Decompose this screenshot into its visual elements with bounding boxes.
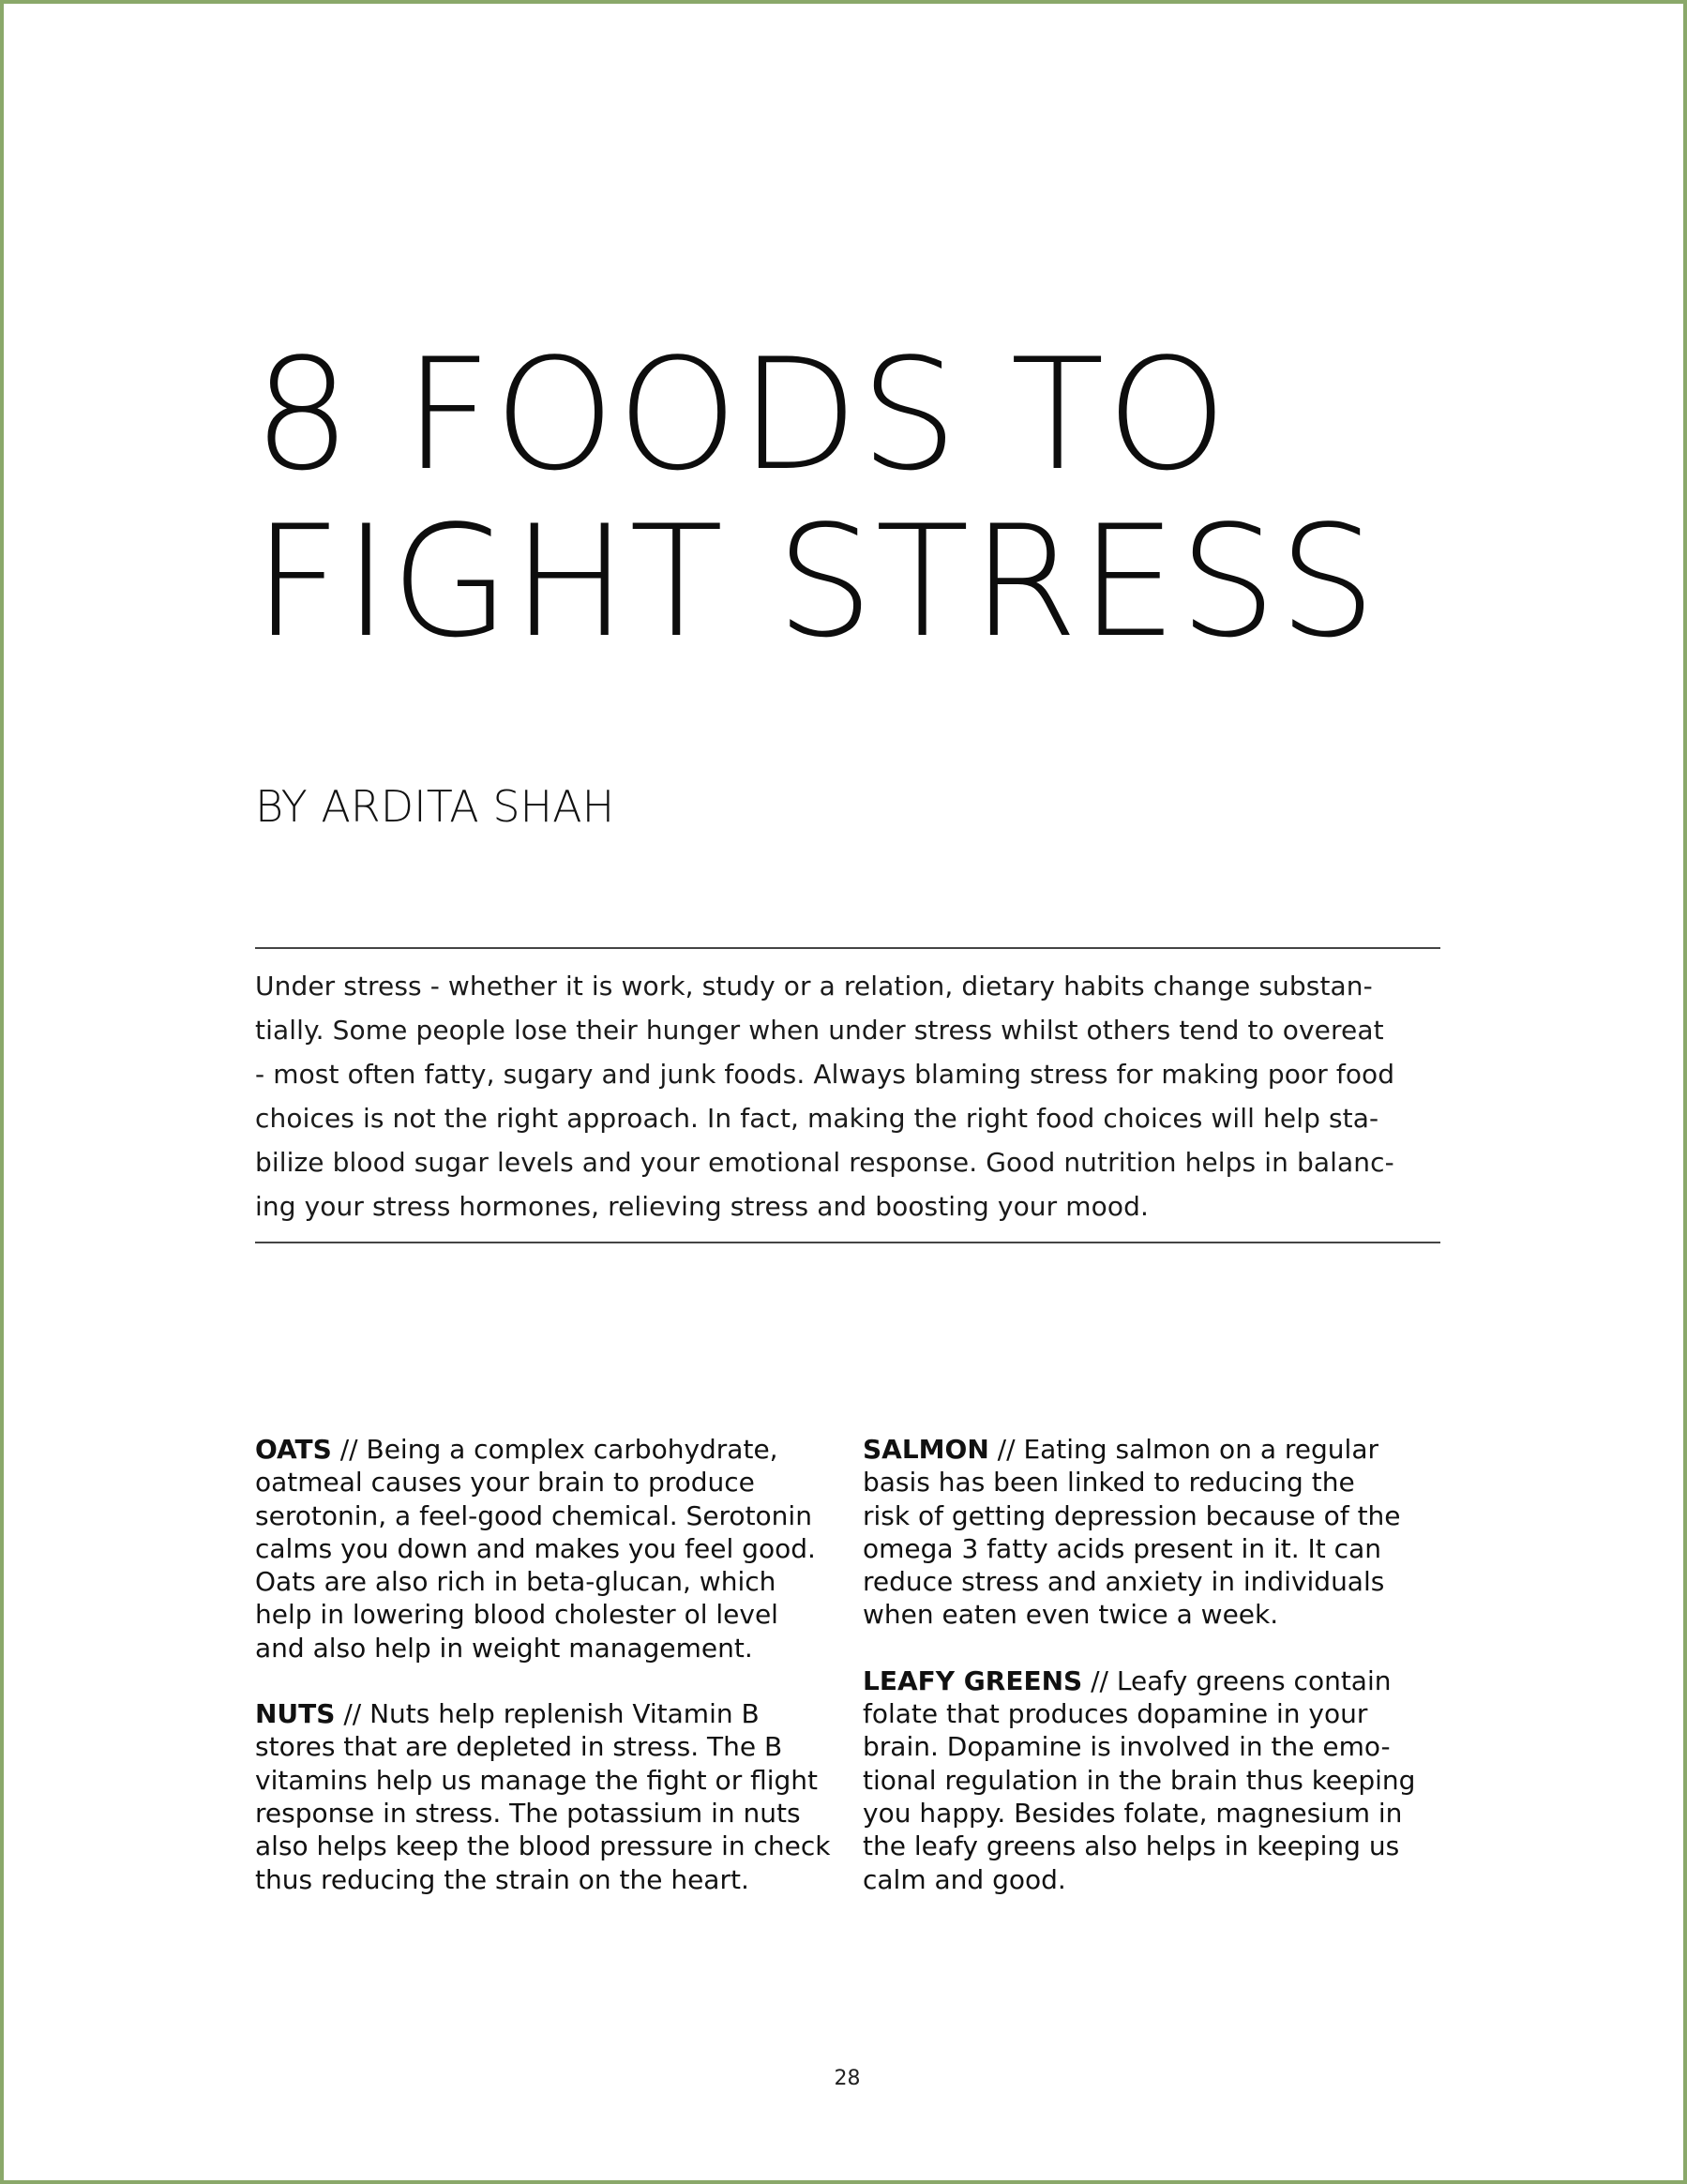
intro-line: - most often fatty, sugary and junk foods. Always blaming stress for making poor food [255,1059,1395,1090]
food-separator: // [331,1434,367,1465]
right-column [863,1433,1444,1929]
title-line-2: FIGHT STRESS [253,492,1378,671]
food-text-line: Leafy greens contain [1116,1664,1392,1696]
food-separator: // [988,1434,1024,1465]
food-text-line: you happy. Besides folate, magnesium in [863,1797,1403,1829]
food-entry-leafy-greens [863,1664,1444,1896]
food-name-nuts: NUTS [255,1698,336,1730]
food-separator: // [335,1698,370,1730]
food-text-line: Oats are also rich in beta-glucan, which [255,1566,776,1598]
food-entry-oats [255,1433,836,1664]
food-text-line: basis has been linked to reducing the [863,1467,1355,1499]
intro-line: Under stress - whether it is work, study or a relation, dietary habits change substan- [255,971,1373,1002]
food-text-line: Eating salmon on a regular [1023,1434,1378,1465]
food-text-line: thus reducing the strain on the heart. [255,1863,749,1895]
food-entry-first-line [863,1433,1444,1466]
food-entry-first-line [863,1664,1444,1697]
food-text-line: when eaten even twice a week. [863,1599,1279,1631]
food-entry-first-line [255,1433,836,1466]
food-entry-salmon [863,1433,1444,1632]
food-text-line: the leafy greens also helps in keeping us [863,1830,1400,1862]
intro-top-rule [255,947,1440,949]
food-text-line: risk of getting depression because of the [863,1499,1401,1531]
food-text-line: oatmeal causes your brain to produce [255,1467,755,1499]
intro-line: bilize blood sugar levels and your emotional response. Good nutrition helps in balanc- [255,1147,1394,1178]
intro-line: ing your stress hormones, relieving stress and boosting your mood. [255,1191,1149,1222]
title-line-1: 8 FOODS TO [253,325,1229,505]
food-text-line: and also help in weight management. [255,1632,753,1664]
food-text-line: calm and good. [863,1863,1066,1895]
food-text-line: vitamins help us manage the fight or flight [255,1764,819,1796]
page-number: 28 [834,2067,861,2090]
food-separator: // [1082,1664,1117,1696]
left-column [255,1433,836,1929]
food-text-line: response in stress. The potassium in nuts [255,1797,801,1829]
food-text-line: help in lowering blood cholester ol level [255,1599,778,1631]
food-entry-first-line [255,1697,836,1730]
food-name-leafy-greens: LEAFY GREENS [863,1664,1083,1696]
food-text-line: also helps keep the blood pressure in check [255,1830,831,1862]
food-text-line: Nuts help replenish Vitamin B [369,1698,760,1730]
article-title [253,325,1472,671]
food-text-line: brain. Dopamine is involved in the emo- [863,1731,1391,1763]
food-text-line: folate that produces dopamine in your [863,1698,1368,1730]
food-entry-nuts [255,1697,836,1896]
food-text-line: stores that are depleted in stress. The B [255,1731,783,1763]
food-text-line: serotonin, a feel-good chemical. Serotonin [255,1499,812,1531]
intro-paragraph [255,964,1440,1228]
food-name-salmon: SALMON [863,1434,989,1465]
food-name-oats: OATS [255,1434,332,1465]
intro-bottom-rule [255,1242,1440,1243]
food-text-line: Being a complex carbohydrate, [366,1434,778,1465]
intro-line: tially. Some people lose their hunger when under stress whilst others tend to overeat [255,1015,1384,1046]
food-text-line: reduce stress and anxiety in individuals [863,1566,1385,1598]
food-text-line: omega 3 fatty acids present in it. It can [863,1532,1381,1564]
byline: BY ARDITA SHAH [255,781,615,832]
food-text-line: tional regulation in the brain thus keeping [863,1764,1416,1796]
food-text-line: calms you down and makes you feel good. [255,1532,816,1564]
intro-line: choices is not the right approach. In fact, making the right food choices will help sta- [255,1103,1379,1134]
